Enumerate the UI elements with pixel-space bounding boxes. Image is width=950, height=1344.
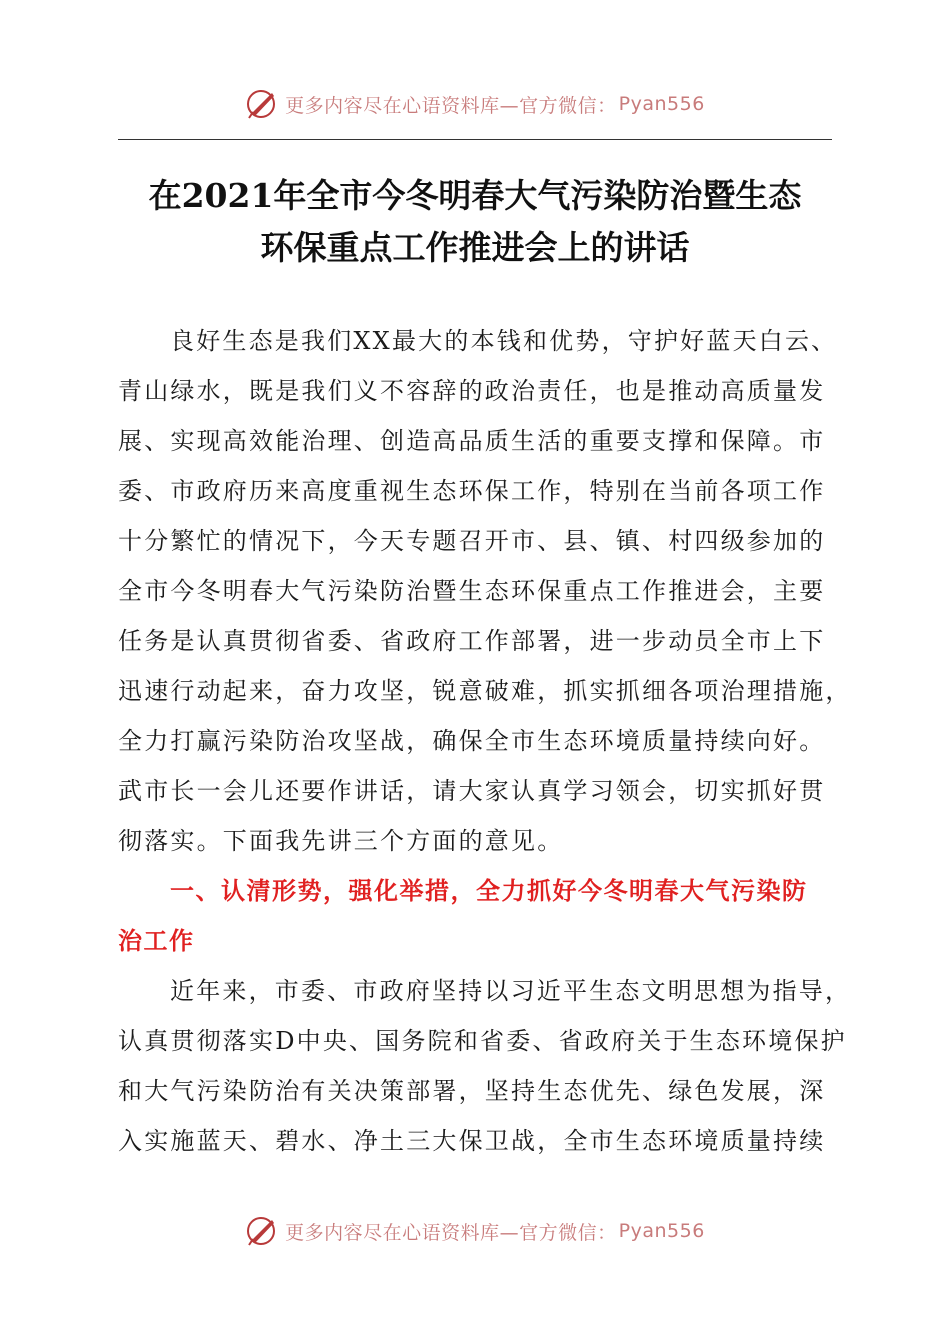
paragraph-line: 入实施蓝天、碧水、净土三大保卫战，全市生态环境质量持续 xyxy=(118,1127,826,1155)
title-line-1: 在2021年全市今冬明春大气污染防治暨生态 xyxy=(148,176,802,215)
paragraph-line: 全市今冬明春大气污染防治暨生态环保重点工作推进会，主要 xyxy=(118,577,826,605)
title-line-2: 环保重点工作推进会上的讲话 xyxy=(260,228,690,267)
paragraph-line: 展、实现高效能治理、创造高品质生活的重要支撑和保障。市 xyxy=(118,427,826,455)
footer-wechat-id: Pyan556 xyxy=(618,1220,705,1242)
footer-banner xyxy=(0,1211,950,1251)
paragraph-line: 彻落实。下面我先讲三个方面的意见。 xyxy=(118,827,564,855)
paragraph-2 xyxy=(118,966,852,1166)
document-body xyxy=(118,316,852,1166)
paragraph-line: 全力打赢污染防治攻坚战，确保全市生态环境质量持续向好。 xyxy=(118,727,826,755)
paragraph-line: 迅速行动起来，奋力攻坚，锐意破难，抓实抓细各项治理措施， xyxy=(118,677,852,705)
paragraph-1 xyxy=(118,316,852,866)
paragraph-line: 良好生态是我们XX最大的本钱和优势，守护好蓝天白云、 xyxy=(170,327,838,355)
page-title xyxy=(100,170,850,274)
paragraph-line: 和大气污染防治有关决策部署，坚持生态优先、绿色发展，深 xyxy=(118,1077,826,1105)
header-divider xyxy=(118,139,832,140)
paragraph-line: 十分繁忙的情况下，今天专题召开市、县、镇、村四级参加的 xyxy=(118,527,826,555)
footer-banner-text: 更多内容尽在心语资料库—官方微信： xyxy=(285,1221,617,1244)
paragraph-line: 委、市政府历来高度重视生态环保工作，特别在当前各项工作 xyxy=(118,477,826,505)
quill-logo-icon xyxy=(245,87,279,121)
header-wechat-id: Pyan556 xyxy=(618,93,705,115)
paragraph-line: 武市长一会儿还要作讲话，请大家认真学习领会，切实抓好贯 xyxy=(118,777,826,805)
heading-line: 治工作 xyxy=(118,927,195,955)
section-heading-1 xyxy=(118,866,834,966)
heading-line: 一、认清形势，强化举措，全力抓好今冬明春大气污染防 xyxy=(170,877,808,905)
quill-logo-icon xyxy=(245,1214,279,1248)
paragraph-line: 任务是认真贯彻省委、省政府工作部署，进一步动员全市上下 xyxy=(118,627,826,655)
header-banner xyxy=(0,84,950,124)
paragraph-line: 近年来，市委、市政府坚持以习近平生态文明思想为指导， xyxy=(170,977,852,1005)
header-banner-text: 更多内容尽在心语资料库—官方微信： xyxy=(285,94,617,117)
paragraph-line: 青山绿水，既是我们义不容辞的政治责任，也是推动高质量发 xyxy=(118,377,826,405)
paragraph-line: 认真贯彻落实D中央、国务院和省委、省政府关于生态环境保护 xyxy=(118,1027,847,1055)
